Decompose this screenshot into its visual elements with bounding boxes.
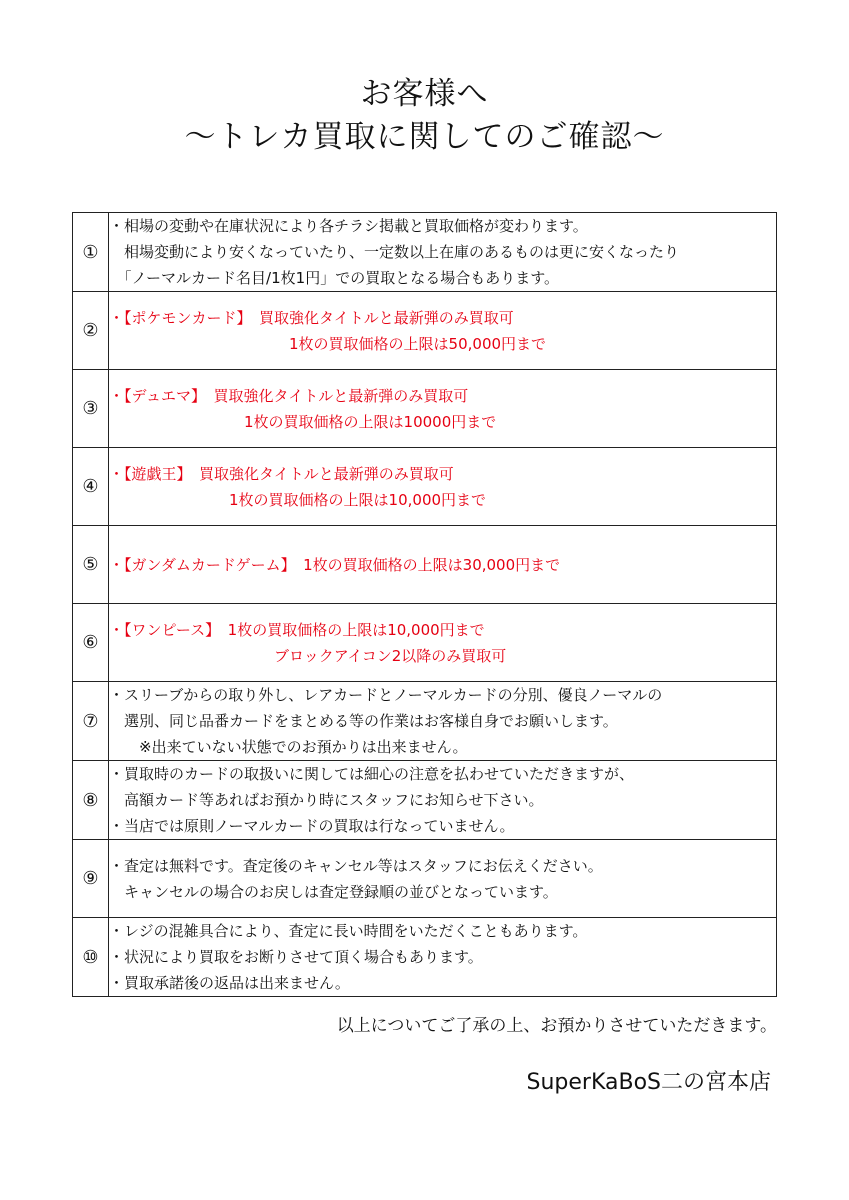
item-body	[109, 370, 777, 448]
notice-row	[73, 682, 777, 761]
item-line: ブロックアイコン2以降のみ買取可	[109, 646, 507, 665]
notice-row	[73, 448, 777, 526]
item-number: ④	[73, 448, 109, 526]
item-line: 1枚の買取価格の上限は10000円まで	[109, 412, 497, 431]
item-line: ・【ワンピース】 1枚の買取価格の上限は10,000円まで	[109, 620, 485, 639]
item-body	[109, 448, 777, 526]
item-line: キャンセルの場合のお戻しは査定登録順の並びとなっています。	[109, 882, 558, 901]
item-body	[109, 213, 777, 292]
item-line: 1枚の買取価格の上限は50,000円まで	[109, 334, 547, 353]
item-line: ・【ポケモンカード】 買取強化タイトルと最新弾のみ買取可	[109, 308, 514, 327]
item-number: ⑩	[73, 918, 109, 997]
notice-row	[73, 918, 777, 997]
shop-name: SuperKaBoS二の宮本店	[526, 1070, 771, 1095]
item-number: ②	[73, 292, 109, 370]
item-line: 選別、同じ品番カードをまとめる等の作業はお客様自身でお願いします。	[109, 712, 618, 730]
item-number: ⑨	[73, 840, 109, 918]
notice-row	[73, 370, 777, 448]
item-line: ・当店では原則ノーマルカードの買取は行なっていません。	[109, 817, 515, 835]
item-line: ・【ガンダムカードゲーム】 1枚の買取価格の上限は30,000円まで	[109, 555, 561, 574]
item-line: ・買取時のカードの取扱いに関しては細心の注意を払わせていただきますが、	[109, 765, 635, 783]
item-number: ⑧	[73, 761, 109, 840]
item-line: 「ノーマルカード名目/1枚1円」での買取となる場合もあります。	[109, 269, 559, 287]
item-line: ・スリーブからの取り外し、レアカードとノーマルカードの分別、優良ノーマルの	[109, 686, 663, 704]
notice-row	[73, 840, 777, 918]
item-body	[109, 761, 777, 840]
item-line: ※出来ていない状態でのお預かりは出来ません。	[109, 738, 468, 756]
item-line: ・【デュエマ】 買取強化タイトルと最新弾のみ買取可	[109, 386, 469, 405]
notice-row	[73, 292, 777, 370]
item-line: ・相場の変動や在庫状況により各チラシ掲載と買取価格が変わります。	[109, 217, 588, 235]
page-title: お客様へ	[360, 76, 489, 112]
notice-row	[73, 761, 777, 840]
item-number: ⑦	[73, 682, 109, 761]
item-line: 相場変動により安くなっていたり、一定数以上在庫のあるものは更に安くなったり	[109, 243, 680, 261]
page-subtitle: ～トレカ買取に関してのご確認～	[184, 119, 665, 155]
item-body	[109, 604, 777, 682]
notice-row	[73, 213, 777, 292]
item-body	[109, 292, 777, 370]
item-line: ・買取承諾後の返品は出来ません。	[109, 974, 350, 992]
item-line: 高額カード等あればお預かり時にスタッフにお知らせ下さい。	[109, 791, 544, 809]
item-number: ⑥	[73, 604, 109, 682]
notice-table	[72, 212, 777, 997]
item-line: ・レジの混雑具合により、査定に長い時間をいただくこともあります。	[109, 922, 588, 940]
item-line: ・査定は無料です。査定後のキャンセル等はスタッフにお伝えください。	[109, 856, 603, 875]
item-body	[109, 840, 777, 918]
item-body	[109, 682, 777, 761]
item-line: ・【遊戯王】 買取強化タイトルと最新弾のみ買取可	[109, 464, 454, 483]
item-number: ①	[73, 213, 109, 292]
closing-text: 以上についてご了承の上、お預かりさせていただきます。	[336, 1016, 777, 1036]
notice-row	[73, 604, 777, 682]
notice-row	[73, 526, 777, 604]
item-line: 1枚の買取価格の上限は10,000円まで	[109, 490, 487, 509]
item-number: ⑤	[73, 526, 109, 604]
item-body	[109, 918, 777, 997]
item-number: ③	[73, 370, 109, 448]
item-line: ・状況により買取をお断りさせて頂く場合もあります。	[109, 948, 483, 966]
item-body	[109, 526, 777, 604]
